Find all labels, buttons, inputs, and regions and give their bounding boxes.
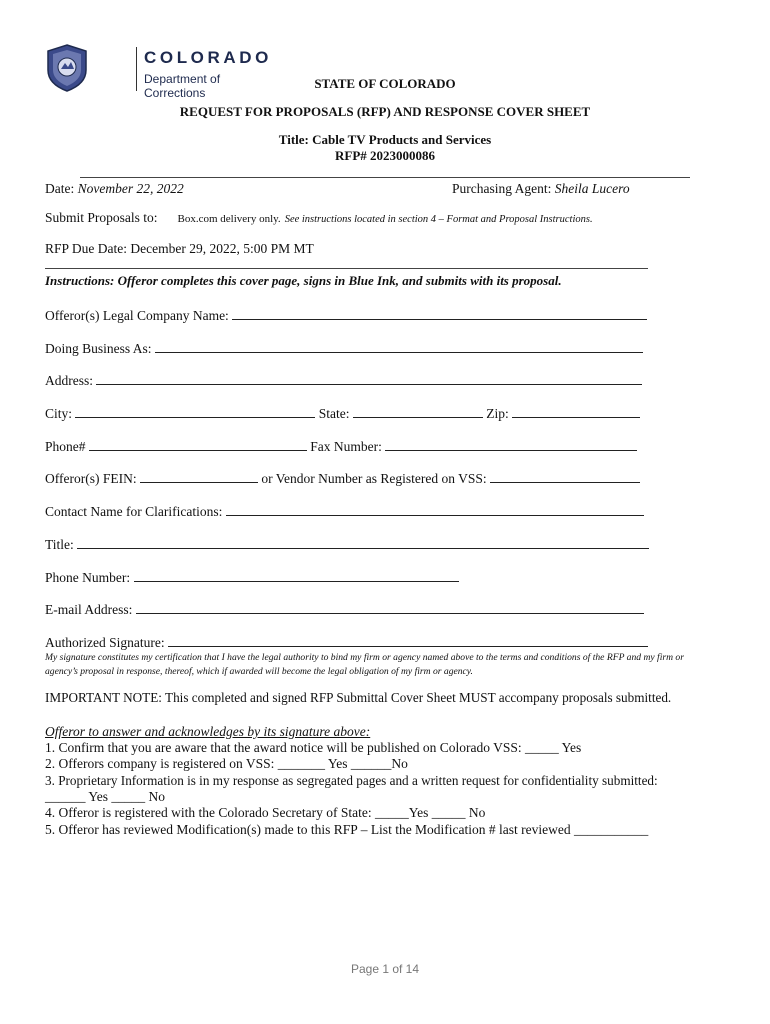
rfp-number: RFP# 2023000086 [334, 148, 436, 163]
date-line [45, 181, 184, 197]
acknowledge-heading: Offeror to answer and acknowledges by its signature above: [45, 724, 371, 739]
acknowledge-item-5: 5. Offeror has reviewed Modification(s) made to this RFP – List the Modification # last reviewed ___________ [45, 822, 649, 837]
dba-blank[interactable] [155, 340, 643, 353]
email-field[interactable] [45, 601, 644, 618]
contact-blank[interactable] [226, 503, 644, 516]
fein-blank[interactable] [140, 470, 258, 483]
fein-label: Offeror(s) FEIN: [45, 471, 137, 486]
phone-fax-line [45, 438, 637, 455]
submit-note: See instructions located in section 4 – Format and Proposal Instructions. [284, 214, 593, 225]
signature-blank[interactable] [168, 634, 648, 647]
email-blank[interactable] [136, 601, 644, 614]
contact-label: Contact Name for Clarifications: [45, 504, 223, 519]
city-blank[interactable] [75, 405, 315, 418]
zip-blank[interactable] [512, 405, 640, 418]
vendor-number-label: or Vendor Number as Registered on VSS: [261, 471, 487, 486]
agent-value: Sheila Lucero [554, 181, 630, 196]
signature-note: My signature constitutes my certification that I have the legal authority to bind my firm or agency named above to the terms and conditions of the RFP and my firm or agency’s proposal in response, thereof, which if awarded will become the legal obligation of my firm or agency. [45, 652, 684, 677]
phone-number-label: Phone Number: [45, 570, 131, 585]
email-label: E-mail Address: [45, 602, 133, 617]
document-title: REQUEST FOR PROPOSALS (RFP) AND RESPONSE COVER SHEET [179, 104, 591, 119]
city-label: City: [45, 406, 73, 421]
page-number: Page 1 of 14 [350, 962, 420, 976]
dba-label: Doing Business As: [45, 341, 152, 356]
logo-name: COLORADO [144, 48, 272, 67]
state-heading: STATE OF COLORADO [314, 76, 456, 91]
fax-label: Fax Number: [310, 439, 382, 454]
signature-field[interactable] [45, 634, 648, 651]
dba-field[interactable] [45, 340, 643, 357]
acknowledge-item-4: 4. Offeror is registered with the Colorado Secretary of State: _____Yes _____ No [45, 805, 486, 820]
agent-label: Purchasing Agent: [452, 181, 552, 196]
important-note: IMPORTANT NOTE: This completed and signed RFP Submittal Cover Sheet MUST accompany proposals submitted. [45, 690, 672, 705]
contact-field[interactable] [45, 503, 644, 520]
state-blank[interactable] [353, 405, 483, 418]
legal-name-blank[interactable] [232, 307, 647, 320]
legal-name-field[interactable] [45, 307, 647, 324]
phone-number-blank[interactable] [134, 569, 459, 582]
fax-blank[interactable] [385, 438, 637, 451]
legal-name-label: Offeror(s) Legal Company Name: [45, 308, 229, 323]
instructions: Instructions: Offeror completes this cover page, signs in Blue Ink, and submits with its proposal. [45, 273, 562, 288]
date-value: November 22, 2022 [77, 181, 184, 196]
logo-department: Department of Corrections [144, 72, 221, 100]
city-state-zip-line [45, 405, 640, 422]
header-rule [80, 177, 690, 178]
address-field[interactable] [45, 372, 642, 389]
submit-value: Box.com delivery only. [177, 213, 281, 225]
phone-label: Phone# [45, 439, 86, 454]
rfp-title: Title: Cable TV Products and Services [278, 132, 492, 147]
fein-line [45, 470, 640, 487]
acknowledge-item-3: 3. Proprietary Information is in my response as segregated pages and a written request for confidentiality submitted: [45, 773, 658, 788]
title-label: Title: [45, 537, 74, 552]
acknowledge-item-2: 2. Offerors company is registered on VSS: _______ Yes ______No [45, 756, 408, 771]
submit-label: Submit Proposals to: [45, 210, 158, 225]
vendor-number-blank[interactable] [490, 470, 640, 483]
date-label: Date: [45, 181, 75, 196]
submit-line [45, 209, 593, 227]
phone-blank[interactable] [89, 438, 307, 451]
zip-label: Zip: [486, 406, 509, 421]
address-label: Address: [45, 373, 93, 388]
address-blank[interactable] [96, 372, 642, 385]
state-label: State: [318, 406, 350, 421]
acknowledge-item-3-answer: ______ Yes _____ No [45, 789, 166, 804]
due-date-rule [45, 268, 648, 269]
signature-label: Authorized Signature: [45, 635, 165, 650]
purchasing-agent-line [452, 181, 630, 197]
phone-number-field[interactable] [45, 569, 459, 586]
title-field[interactable] [45, 536, 649, 553]
due-date: RFP Due Date: December 29, 2022, 5:00 PM MT [45, 241, 314, 256]
acknowledge-item-1: 1. Confirm that you are aware that the award notice will be published on Colorado VSS: _____ Yes [45, 740, 582, 755]
title-blank[interactable] [77, 536, 649, 549]
